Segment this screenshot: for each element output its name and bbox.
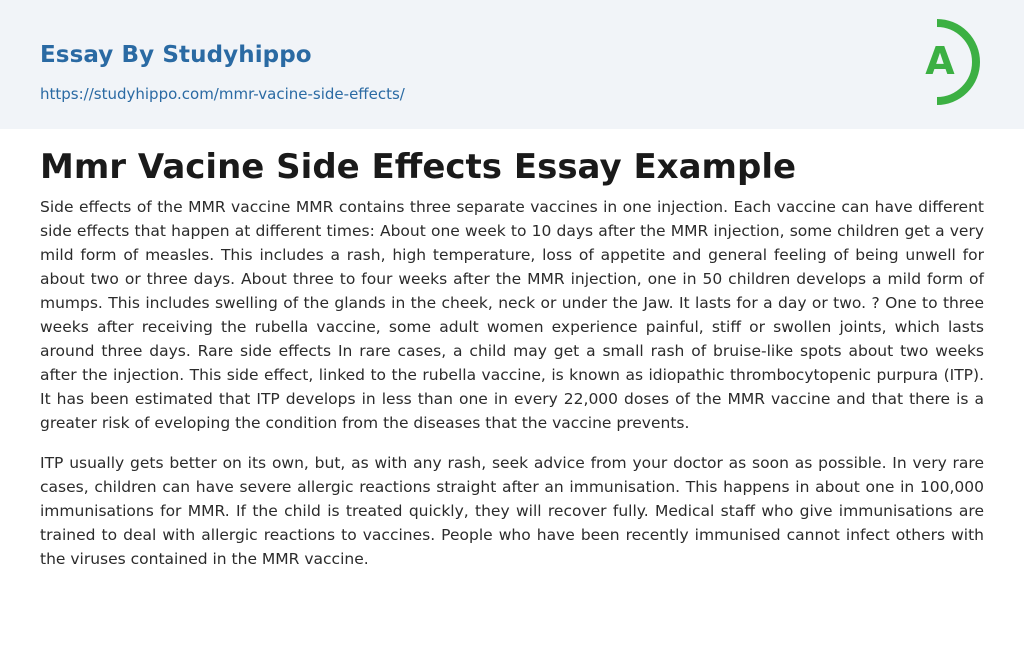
- studyhippo-logo-icon[interactable]: [913, 19, 987, 105]
- site-brand[interactable]: Essay By Studyhippo: [40, 42, 312, 68]
- article-paragraph-1: Side effects of the MMR vaccine MMR contains three separate vaccines in one injection. Each vaccine can have different side effects that happen at different times: About one week to 10 days after the MMR injection, some children get a very mild form of measles. This includes a rash, high temperature, loss of appetite and general feeling of being unwell for about two or three days. About three to four weeks after the MMR injection, one in 50 children develops a mild form of mumps. This includes swelling of the glands in the cheek, neck or under the Jaw. It lasts for a day or two. ? One to three weeks after receiving the rubella vaccine, some adult women experience painful, stiff or swollen joints, which lasts around three days. Rare side effects In rare cases, a child may get a small rash of bruise-like spots about two weeks after the injection. This side effect, linked to the rubella vaccine, is known as idiopathic thrombocytopenic purpura (ITP). It has been estimated that ITP develops in less than one in every 22,000 doses of the MMR vaccine and that there is a greater risk of eveloping the condition from the diseases that the vaccine prevents.: [40, 198, 984, 432]
- page-title: Mmr Vacine Side Effects Essay Example: [40, 147, 797, 187]
- logo-letter: A: [925, 39, 955, 83]
- site-header: [0, 0, 1024, 129]
- article: [40, 143, 984, 571]
- article-paragraph-2: ITP usually gets better on its own, but, as with any rash, seek advice from your doctor as soon as possible. In very rare cases, children can have severe allergic reactions straight after an immunisation. This happens in about one in 100,000 immunisations for MMR. If the child is treated quickly, they will recover fully. Medical staff who give immunisations are trained to deal with allergic reactions to vaccines. People who have been recently immunised cannot infect others with the viruses contained in the MMR vaccine.: [40, 454, 984, 568]
- page-url-link[interactable]: https://studyhippo.com/mmr-vacine-side-effects/: [40, 85, 405, 103]
